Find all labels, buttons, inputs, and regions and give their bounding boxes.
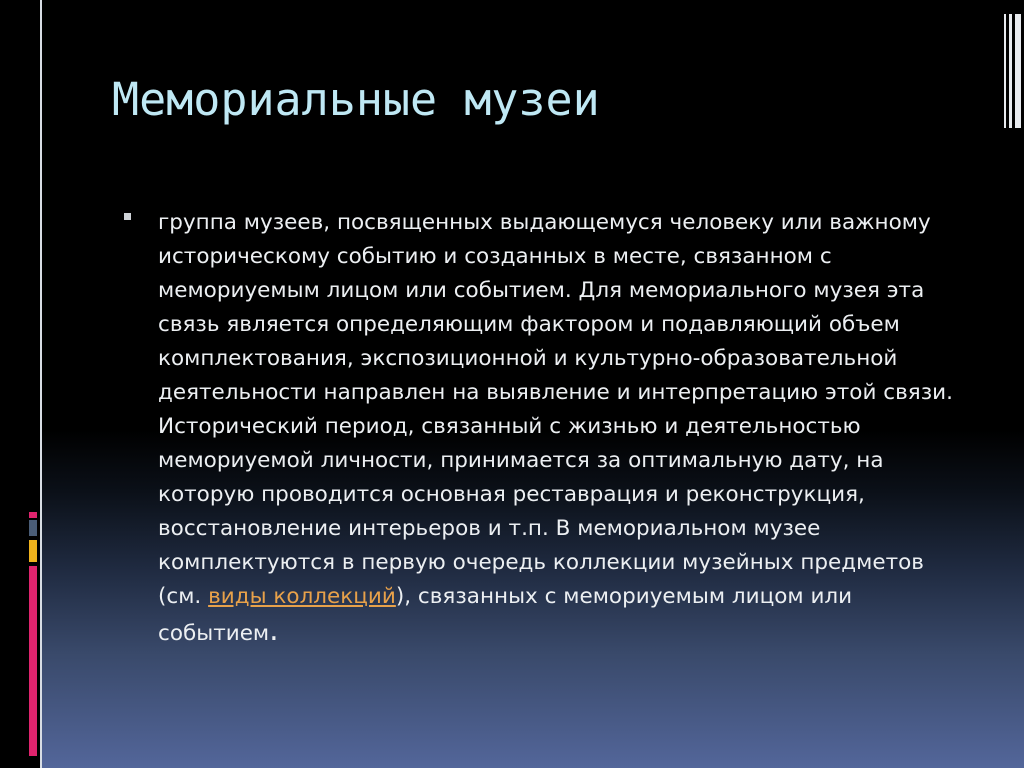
margin-divider-line bbox=[40, 0, 42, 768]
accent-bar-yellow bbox=[29, 540, 37, 562]
bullet-marker-icon bbox=[124, 213, 131, 220]
decorative-stripe bbox=[1015, 14, 1021, 128]
slide-body-text bbox=[158, 206, 958, 651]
accent-bar-pink-small bbox=[29, 512, 37, 518]
accent-bar-pink-long bbox=[29, 566, 37, 756]
decorative-stripes bbox=[1004, 14, 1022, 128]
accent-bar-slate bbox=[29, 520, 37, 536]
body-end-mark: . bbox=[269, 613, 279, 648]
slide-title: Мемориальные музеи bbox=[112, 73, 600, 126]
decorative-stripe bbox=[1004, 14, 1006, 128]
body-text-before-link: группа музеев, посвященных выдающемуся человеку или важному историческому событию и созданных в месте, связанном с мемориуемым лицом или событием. Для мемориального музея эта связь является определяющим фактором и подавляющий объем комплектования, экспозиционной и культурно-образовательной деятельности направлен на выявление и интерпретацию этой связи. Исторический период, связанный с жизнью и деятельностью мемориуемой личности, принимается за оптимальную дату, на которую проводится основная реставрация и реконструкция, восстановление интерьеров и т.п. В мемориальном музее комплектуются в первую очередь коллекции музейных предметов (см. bbox=[158, 210, 953, 609]
body-text-after-link: ), связанных с мемориуемым лицом или событием bbox=[158, 584, 853, 646]
decorative-stripe bbox=[1009, 14, 1012, 128]
collections-types-link[interactable]: виды коллекций bbox=[208, 584, 396, 609]
